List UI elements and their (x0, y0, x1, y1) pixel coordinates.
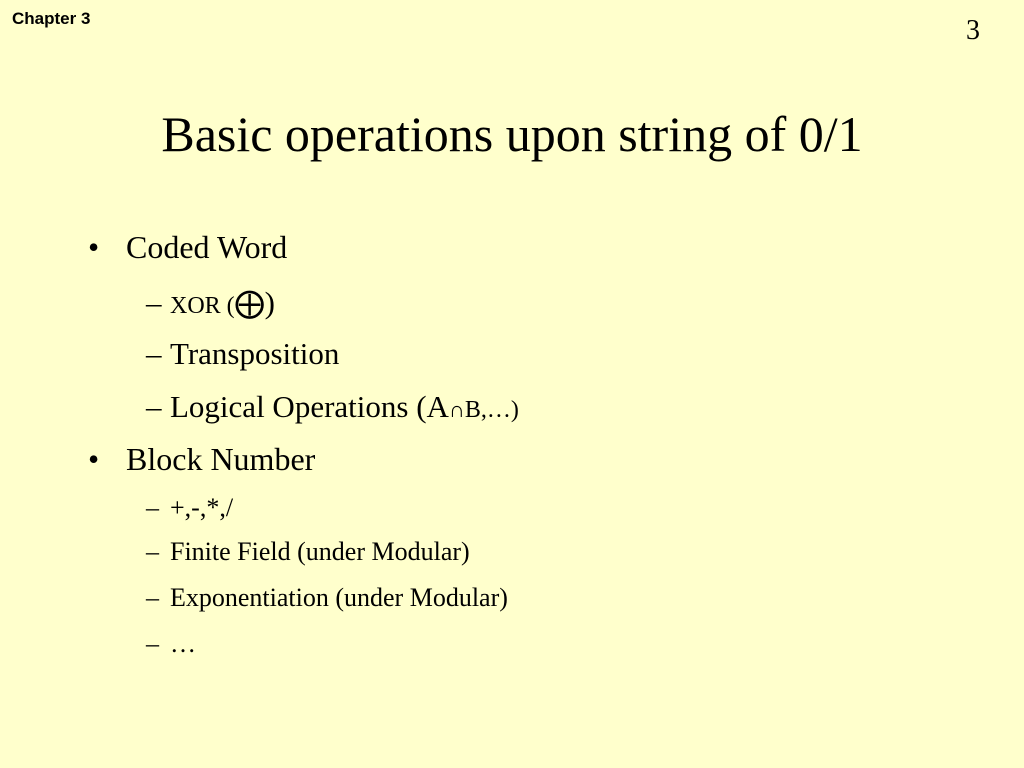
logical-ops-a: A (426, 389, 449, 424)
xor-paren-open: ( (220, 293, 235, 319)
xor-paren-close: ) (264, 285, 275, 320)
chapter-label: Chapter 3 (12, 9, 91, 28)
xor-symbol: ⨁ (234, 287, 265, 320)
logical-ops-b: B, (464, 397, 487, 423)
logical-ops-rest: …) (486, 397, 519, 423)
dash-marker: – (146, 285, 162, 320)
dash-marker: – (146, 583, 159, 612)
subitem-label (170, 388, 519, 429)
dash-marker: – (146, 336, 162, 371)
intersection-symbol: ∩ (448, 397, 465, 422)
subitem-label: … (170, 629, 196, 658)
dash-marker: – (146, 629, 159, 658)
logical-ops-main: Logical Operations ( (170, 389, 427, 424)
subitem-label (170, 284, 275, 325)
page-number: 3 (966, 15, 980, 46)
subitem-label: +,-,*,/ (170, 493, 234, 522)
dash-marker: – (146, 493, 159, 522)
bullet-marker: • (88, 229, 100, 265)
dash-marker: – (146, 537, 159, 566)
dash-marker: – (146, 389, 162, 424)
slide-title: Basic operations upon string of 0/1 (161, 106, 863, 162)
bullet-label: Block Number (126, 441, 316, 477)
xor-text: XOR (170, 293, 221, 319)
subitem-label: Transposition (170, 336, 340, 371)
bullet-marker: • (88, 441, 100, 477)
bullet-label: Coded Word (126, 229, 288, 265)
subitem-label: Exponentiation (under Modular) (170, 583, 508, 612)
subitem-label: Finite Field (under Modular) (170, 537, 470, 566)
